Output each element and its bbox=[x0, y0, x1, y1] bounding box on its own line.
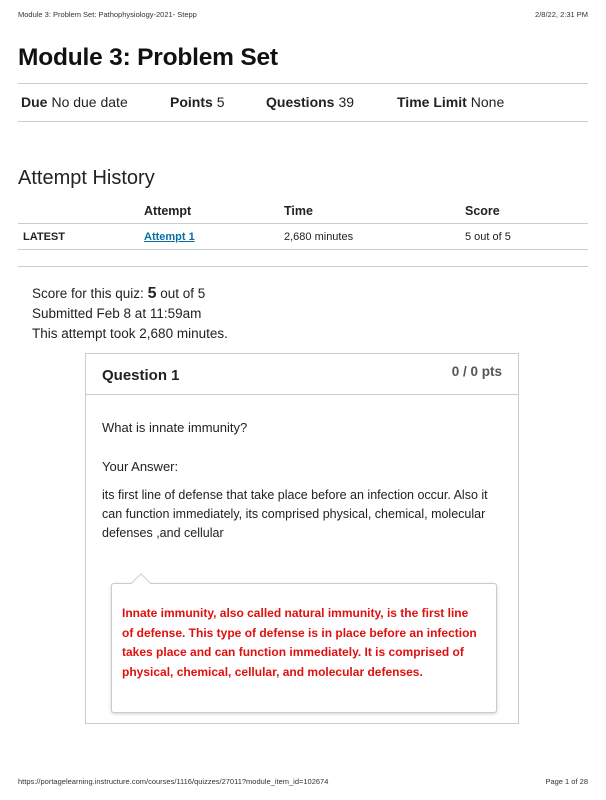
table-row-divider bbox=[18, 249, 588, 250]
print-doc-title: Module 3: Problem Set: Pathophysiology-2021- Stepp bbox=[18, 10, 197, 19]
page-number: Page 1 of 28 bbox=[545, 777, 588, 786]
points-label: Points bbox=[170, 94, 213, 110]
due-label: Due bbox=[21, 94, 48, 110]
grader-comment-box bbox=[111, 583, 497, 713]
attempt-link[interactable]: Attempt 1 bbox=[144, 231, 195, 243]
question-text: What is innate immunity? bbox=[102, 420, 248, 435]
section-divider bbox=[18, 266, 588, 267]
page-title: Module 3: Problem Set bbox=[18, 44, 278, 71]
question-header bbox=[86, 354, 518, 395]
score-prefix: Score for this quiz: bbox=[32, 286, 148, 301]
time-limit-info bbox=[397, 94, 504, 110]
grader-comment-text: Innate immunity, also called natural immunity, is the first line of defense. This type of defense is in place before an infection takes place and can function immediately. It is comprised of physical, chemical, cellular, and molecular defenses. bbox=[122, 606, 477, 679]
submitted-line: Submitted Feb 8 at 11:59am bbox=[32, 306, 202, 321]
due-info bbox=[21, 94, 128, 110]
comment-pointer bbox=[131, 573, 151, 593]
print-header bbox=[18, 10, 588, 22]
print-date: 2/8/22, 2:31 PM bbox=[535, 10, 588, 19]
answer-label: Your Answer: bbox=[102, 459, 179, 474]
attempt-cell bbox=[144, 231, 195, 243]
column-header-attempt: Attempt bbox=[144, 204, 192, 218]
time-limit-value: None bbox=[470, 94, 505, 110]
questions-info bbox=[266, 94, 354, 110]
points-value: 5 bbox=[216, 94, 225, 110]
score-suffix: out of 5 bbox=[156, 286, 206, 301]
table-header-divider bbox=[18, 223, 588, 224]
column-header-time: Time bbox=[284, 204, 313, 218]
score-line bbox=[32, 284, 228, 304]
score-cell: 5 out of 5 bbox=[465, 231, 511, 243]
latest-label: LATEST bbox=[23, 231, 65, 243]
quiz-details-bar bbox=[18, 83, 588, 122]
quiz-summary bbox=[32, 284, 228, 344]
score-value: 5 bbox=[147, 285, 157, 302]
attempt-history-title: Attempt History bbox=[18, 167, 155, 189]
due-value: No due date bbox=[51, 94, 128, 110]
questions-label: Questions bbox=[266, 94, 335, 110]
answer-text: its first line of defense that take place before an infection occur. Also it can function immediately, its comprised physical, chemical, molecular defenses ,and cellular bbox=[102, 488, 488, 540]
question-points: 0 / 0 pts bbox=[451, 364, 502, 379]
time-cell: 2,680 minutes bbox=[284, 231, 354, 243]
time-limit-label: Time Limit bbox=[397, 94, 467, 110]
points-info bbox=[170, 94, 225, 110]
duration-line: This attempt took 2,680 minutes. bbox=[32, 326, 228, 341]
questions-value: 39 bbox=[338, 94, 355, 110]
question-card bbox=[85, 353, 519, 724]
print-url: https://portagelearning.instructure.com/courses/1116/quizzes/27011?module_item_id=102674 bbox=[18, 777, 329, 786]
question-title: Question 1 bbox=[102, 367, 180, 384]
column-header-score: Score bbox=[465, 204, 500, 218]
